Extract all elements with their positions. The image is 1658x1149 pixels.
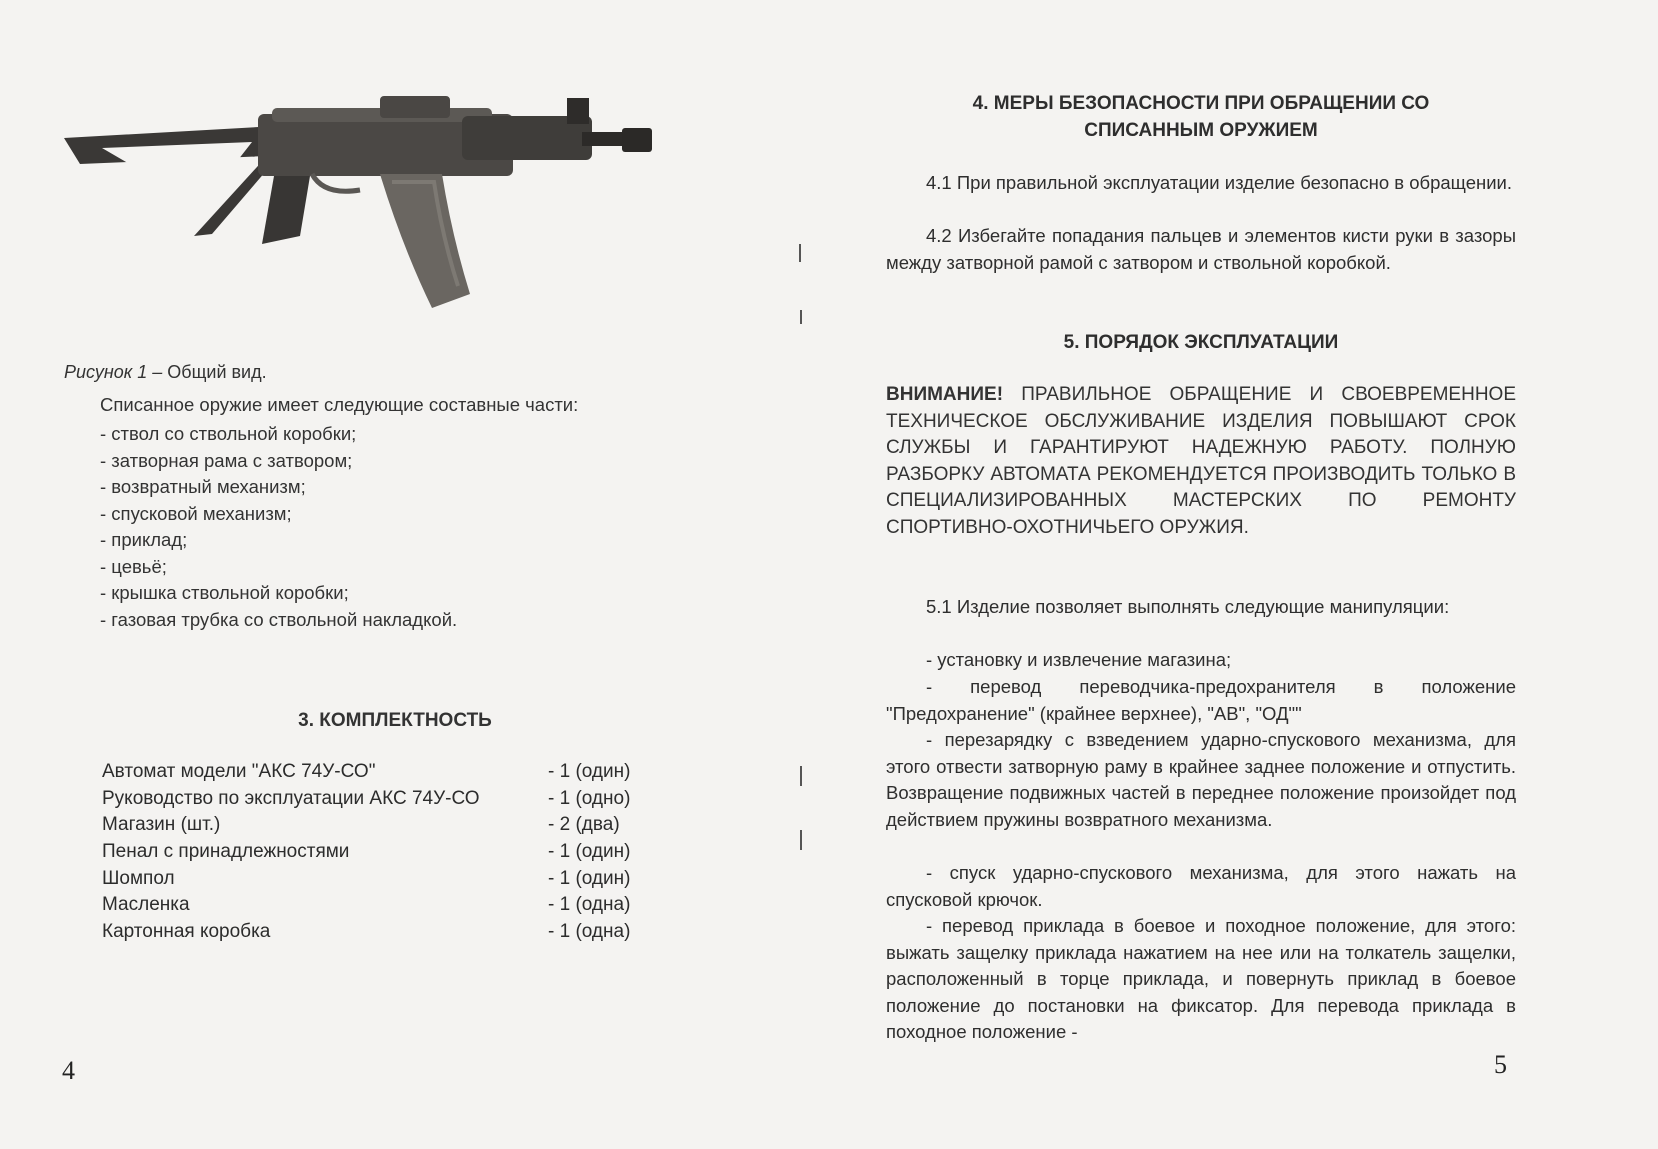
bullet-item: - перевод приклада в боевое и походное положение, для этого: выжать защелку приклада нажатием на нее или на толкатель защелки, расположенный в торце приклада, и повернуть приклад в боевое положение до постановки на фиксатор. Для перевода приклада в походное положение - — [886, 915, 1516, 1042]
figure-caption-text: Общий вид. — [162, 362, 267, 382]
section-4-title-line1: 4. МЕРЫ БЕЗОПАСНОСТИ ПРИ ОБРАЩЕНИИ СО — [972, 93, 1430, 114]
kit-item: Руководство по эксплуатации АКС 74У-СО — [102, 787, 480, 809]
parts-list-item: - крышка ствольной коробки; — [100, 582, 349, 603]
section-5-title: 5. ПОРЯДОК ЭКСПЛУАТАЦИИ — [1063, 332, 1339, 353]
parts-list — [100, 421, 457, 633]
kit-qty: - 2 (два) — [548, 814, 620, 836]
bullet-item: - перевод переводчика-предохранителя в положение "Предохранение" (крайнее верхнее), "АВ", "ОД"" — [886, 676, 1516, 724]
paragraph-5-1: 5.1 Изделие позволяет выполнять следующие манипуляции: — [926, 596, 1450, 617]
scan-mark — [799, 244, 801, 262]
page-number-right: 5 — [1494, 1050, 1507, 1079]
scan-mark — [800, 766, 802, 786]
paragraph-4-2: 4.2 Избегайте попадания пальцев и элементов кисти руки в зазоры между затворной рамой с затвором и ствольной коробкой. — [886, 225, 1516, 273]
muzzle — [622, 128, 652, 152]
bullet-item: - установку и извлечение магазина; — [926, 649, 1232, 670]
section-3-title: 3. КОМПЛЕКТНОСТЬ — [298, 710, 492, 731]
parts-list-item: - спусковой механизм; — [100, 502, 292, 524]
bullet-item: - спуск ударно-спускового механизма, для этого нажать на спусковой крючок. — [886, 862, 1516, 910]
section-4-title-line2: СПИСАННЫМ ОРУЖИЕМ — [1084, 120, 1318, 141]
rifle-figure — [62, 86, 702, 326]
bullet-item: - перезарядку с взведением ударно-спускового механизма, для этого отвести затворную раму в крайнее заднее положение и отпустить. Возвращение подвижных частей в переднее положение произойдет под действием пружины возвратного механизма. — [886, 729, 1516, 830]
table-row — [102, 759, 630, 786]
parts-list-item: - газовая трубка со ствольной накладкой. — [100, 608, 458, 630]
pistol-grip — [262, 176, 310, 244]
warning-last-line: СПОРТИВНО-ОХОТНИЧЬЕГО ОРУЖИЯ. — [886, 516, 1249, 538]
kit-qty: - 1 (одно) — [548, 787, 631, 809]
parts-list-item: - приклад; — [100, 529, 188, 550]
scan-mark — [800, 310, 802, 324]
kit-qty: - 1 (один) — [548, 841, 631, 863]
gas-block — [567, 98, 589, 124]
table-row — [102, 839, 630, 866]
kit-qty: - 1 (одна) — [548, 920, 631, 942]
kit-qty: - 1 (один) — [548, 761, 631, 783]
kit-item: Картонная коробка — [102, 920, 271, 942]
figure-caption-label: Рисунок 1 – — [64, 362, 163, 382]
section-4-title — [886, 90, 1516, 144]
figure-caption — [64, 362, 267, 383]
parts-list-item: - ствол со ствольной коробки; — [100, 423, 357, 444]
warning-label: ВНИМАНИЕ! — [886, 384, 1004, 405]
table-row — [102, 812, 630, 839]
warning-text: ПРАВИЛЬНОЕ ОБРАЩЕНИЕ И СВОЕВРЕМЕННОЕ ТЕХНИЧЕСКОЕ ОБСЛУЖИВАНИЕ ИЗДЕЛИЯ ПОВЫШАЮТ СРОК СЛУЖБЫ И ГАРАНТИРУЮТ НАДЕЖНУЮ РАБОТУ. ПОЛНУЮ РАЗБОРКУ АВТОМАТА РЕКОМЕНДУЕТСЯ ПРОИЗВОДИТЬ ТОЛЬКО В СПЕЦИАЛИЗИРОВАННЫХ МАСТЕРСКИХ ПО РЕМОНТУ — [886, 384, 1516, 511]
kit-table — [102, 759, 630, 945]
rifle-illustration — [62, 86, 702, 326]
warning-block — [886, 382, 1516, 541]
page-number-left: 4 — [62, 1056, 75, 1085]
paragraph-4-1: 4.1 При правильной эксплуатации изделие безопасно в обращении. — [926, 172, 1513, 193]
scan-mark — [800, 830, 802, 850]
table-row — [102, 919, 630, 946]
table-row — [102, 892, 630, 919]
kit-item: Автомат модели "АКС 74У-СО" — [102, 761, 376, 783]
table-row — [102, 786, 630, 813]
parts-list-item: - затворная рама с затвором; — [100, 449, 353, 471]
kit-qty: - 1 (одна) — [548, 894, 631, 916]
trigger-guard — [312, 174, 360, 191]
kit-item: Магазин (шт.) — [102, 814, 221, 836]
kit-qty: - 1 (один) — [548, 867, 631, 889]
parts-list-item: - возвратный механизм; — [100, 476, 306, 497]
stock-frame-gap — [102, 142, 252, 206]
kit-item: Масленка — [102, 894, 190, 916]
table-row — [102, 865, 630, 892]
kit-item: Шомпол — [102, 867, 175, 889]
magazine — [380, 174, 470, 308]
kit-item: Пенал с принадлежностями — [102, 841, 350, 863]
parts-list-item: - цевьё; — [100, 555, 167, 577]
parts-intro: Списанное оружие имеет следующие составные части: — [100, 394, 579, 415]
